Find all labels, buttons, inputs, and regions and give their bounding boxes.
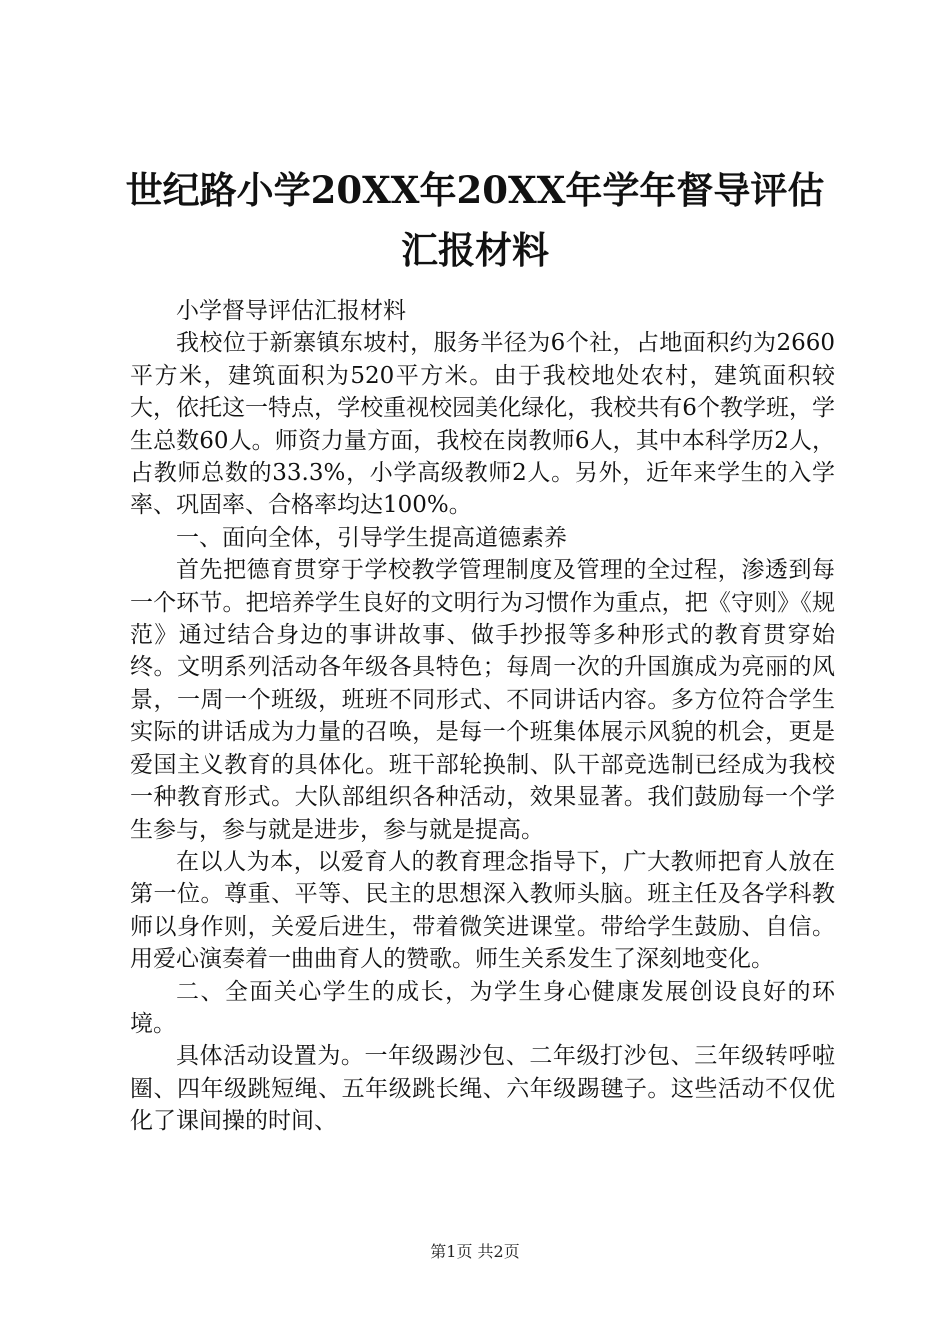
paragraph-teachers: 在以人为本，以爱育人的教育理念指导下，广大教师把育人放在第一位。尊重、平等、民主的思想深入教师头脑。班主任及各学科教师以身作则，关爱后进生，带着微笑进课堂。带给学生鼓励、自信。用爱心演奏着一曲曲育人的赞歌。师生关系发生了深刻地变化。	[130, 848, 835, 973]
document-title: 世纪路小学20XX年20XX年学年督导评估汇报材料	[125, 168, 825, 272]
paragraph-activities: 具体活动设置为。一年级踢沙包、二年级打沙包、三年级转呼啦圈、四年级跳短绳、五年级跳长绳、六年级踢毽子。这些活动不仅优化了课间操的时间、	[130, 1043, 835, 1135]
paragraph-moral-education: 首先把德育贯穿于学校教学管理制度及管理的全过程，渗透到每一个环节。把培养学生良好的文明行为习惯作为重点，把《守则》《规范》通过结合身边的事讲故事、做手抄报等多种形式的教育贯穿始终。文明系列活动各年级各具特色；每周一次的升国旗成为亮丽的风景，一周一个班级，班班不同形式、不同讲话内容。多方位符合学生实际的讲话成为力量的召唤，是每一个班集体展示风貌的机会，更是爱国主义教育的具体化。班干部轮换制、队干部竞选制已经成为我校一种教育形式。大队部组织各种活动，效果显著。我们鼓励每一个学生参与，参与就是进步，参与就是提高。	[130, 557, 835, 843]
section-heading-2: 二、全面关心学生的成长，为学生身心健康发展创设良好的环境。	[130, 978, 835, 1037]
section-heading-1: 一、面向全体，引导学生提高道德素养	[176, 524, 567, 551]
paragraph-school-overview: 我校位于新寨镇东坡村，服务半径为6个社，占地面积约为2660平方米，建筑面积为520平方米。由于我校地处农村，建筑面积较大，依托这一特点，学校重视校园美化绿化，我校共有6个教学班，学生总数60人。师资力量方面，我校在岗教师6人，其中本科学历2人，占教师总数的33.3%，小学高级教师2人。另外，近年来学生的入学率、巩固率、合格率均达100%。	[130, 330, 835, 519]
document-body	[130, 295, 835, 1138]
page-footer: 第1页 共2页	[430, 1242, 520, 1261]
paragraph-subtitle: 小学督导评估汇报材料	[176, 298, 406, 324]
